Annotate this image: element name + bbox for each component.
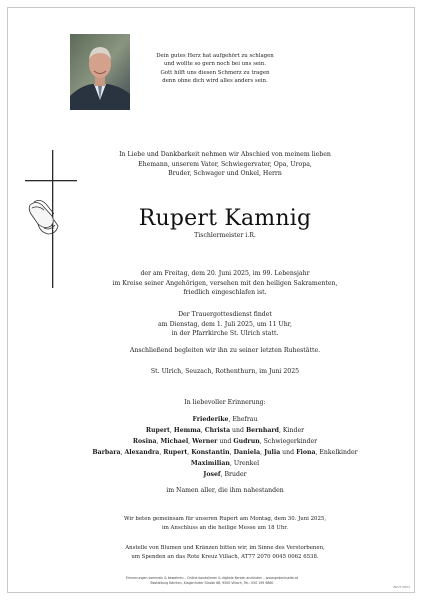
- mass-line: im Anschluss an die heilige Messe um 18 Uhr.: [161, 524, 288, 531]
- family-separator: ,: [188, 438, 193, 446]
- donation-line: Anstelle von Blumen und Kränzen bitten wir, im Sinne des Verstorbenen,: [125, 545, 325, 551]
- service-text: [80, 310, 370, 339]
- family-name: Konstantin: [191, 449, 230, 457]
- print-code: BKVT 0653: [393, 585, 410, 589]
- family-name: Werner: [192, 438, 218, 446]
- mass-line: Wir beten gemeinsam für unseren Rupert am Montag, dem 30. Juni 2025,: [123, 516, 327, 522]
- family-name: Friederike: [192, 416, 229, 423]
- family-name: Hemma: [173, 427, 201, 435]
- family-name: Julia: [264, 449, 281, 457]
- quote-line: und wollte so gern noch bei uns sein.: [164, 61, 266, 68]
- family-separator: ,: [260, 449, 265, 457]
- places-text: [80, 367, 370, 377]
- donation-text: [80, 544, 370, 561]
- death-line: friedlich eingeschlafen ist.: [183, 289, 267, 296]
- family-list: [80, 414, 370, 481]
- family-relation: , Schwiegerkinder: [259, 438, 318, 446]
- family-separator: und: [280, 449, 297, 457]
- footer: [110, 576, 314, 586]
- family-separator: ,: [159, 449, 164, 457]
- service-line: in der Pfarrkirche St. Ulrich statt.: [171, 330, 279, 337]
- family-relation: , Enkelkinder: [315, 449, 358, 457]
- family-row: [80, 469, 370, 480]
- family-name: Rupert: [145, 427, 170, 435]
- quote-line: Dein gutes Herz hat aufgehört zu schlagen: [156, 53, 274, 59]
- quote-line: Gott hilft uns diesen Schmerz zu tragen: [160, 69, 270, 76]
- portrait-photo: [70, 34, 130, 110]
- family-row: [80, 425, 370, 436]
- footer-line: Bestattung Kärnten, Klagenfurter Straße 68, 9500 Villach, Tel.: 050 199 6860: [150, 581, 274, 585]
- service-line: am Dienstag, dem 1. Juli 2025, um 11 Uhr,: [158, 320, 292, 328]
- family-name: Maximilian: [190, 460, 230, 468]
- memory-heading: [80, 398, 370, 408]
- family-name: Alexandra: [124, 449, 160, 457]
- memorial-quote: [140, 52, 290, 85]
- cross-praying-hands-icon: [22, 150, 78, 290]
- family-separator: ,: [229, 449, 234, 457]
- family-separator: ,: [120, 449, 125, 457]
- family-relation: , Kinder: [278, 427, 305, 435]
- family-name: Rosina: [132, 438, 157, 446]
- intro-line: In Liebe und Dankbarkeit nehmen wir Abschied von meinem lieben: [119, 151, 331, 158]
- family-separator: ,: [156, 438, 161, 446]
- death-line: der am Freitag, dem 20. Juni 2025, im 99. Lebensjahr: [140, 270, 310, 277]
- family-relation: , Urenkel: [229, 460, 260, 468]
- family-row: [80, 414, 370, 425]
- family-name: Gudrun: [233, 438, 260, 446]
- service-line: Der Trauergottesdienst findet: [178, 311, 272, 318]
- deceased-name: Rupert Kamnig: [138, 206, 312, 231]
- page-frame: [7, 7, 415, 593]
- burial-line: Anschließend begleiten wir ihn zu seiner letzten Ruhestätte.: [129, 347, 321, 354]
- intro-line: Bruder, Schwager und Onkel, Herrn: [168, 170, 282, 177]
- mass-text: [80, 515, 370, 532]
- burial-text: [80, 346, 370, 356]
- family-name: Fiona: [296, 449, 316, 457]
- family-name: Josef: [203, 471, 221, 479]
- death-line: im Kreise seiner Angehörigen, versehen mit den heiligen Sakramenten,: [112, 279, 338, 287]
- family-name: Barbara: [92, 449, 121, 457]
- family-row: [80, 458, 370, 469]
- family-separator: ,: [200, 427, 205, 435]
- deceased-title: Tischlermeister i.R.: [194, 232, 256, 239]
- family-row: [80, 447, 370, 458]
- memory-heading-text: In liebevoller Erinnerung:: [184, 399, 266, 406]
- family-name: Daniela: [233, 449, 261, 457]
- closing-line: im Namen aller, die ihm nahestanden: [166, 487, 284, 494]
- footer-line: Erinnerungen sammeln & bewahren – Online-kondolieren & digitale Kerzen anzünden – www.gedenkseite.at: [125, 576, 299, 580]
- places-line: St. Ulrich, Seuzach, Rothenthurn, im Juni 2025: [150, 368, 300, 375]
- family-relation: , Bruder: [220, 471, 247, 479]
- quote-line: denn ohne dich wird alles anders sein.: [162, 77, 268, 84]
- closing-text: [80, 486, 370, 496]
- family-row: [80, 436, 370, 447]
- family-relation: , Ehefrau: [228, 416, 258, 423]
- death-text: [80, 269, 370, 298]
- intro-line: Ehemann, unserem Vater, Schwiegervater, Opa, Uropa,: [138, 160, 312, 168]
- family-separator: und: [230, 427, 246, 435]
- intro-text: [80, 150, 370, 179]
- family-separator: ,: [169, 427, 174, 435]
- family-name: Christa: [204, 427, 231, 435]
- family-name: Michael: [160, 438, 189, 446]
- family-name: Rupert: [163, 449, 188, 457]
- donation-line: um Spenden an das Rote Kreuz Villach, AT77 2070 0045 0062 6538.: [131, 553, 319, 560]
- family-separator: und: [217, 438, 234, 446]
- family-name: Bernhard: [245, 427, 279, 435]
- family-separator: ,: [187, 449, 192, 457]
